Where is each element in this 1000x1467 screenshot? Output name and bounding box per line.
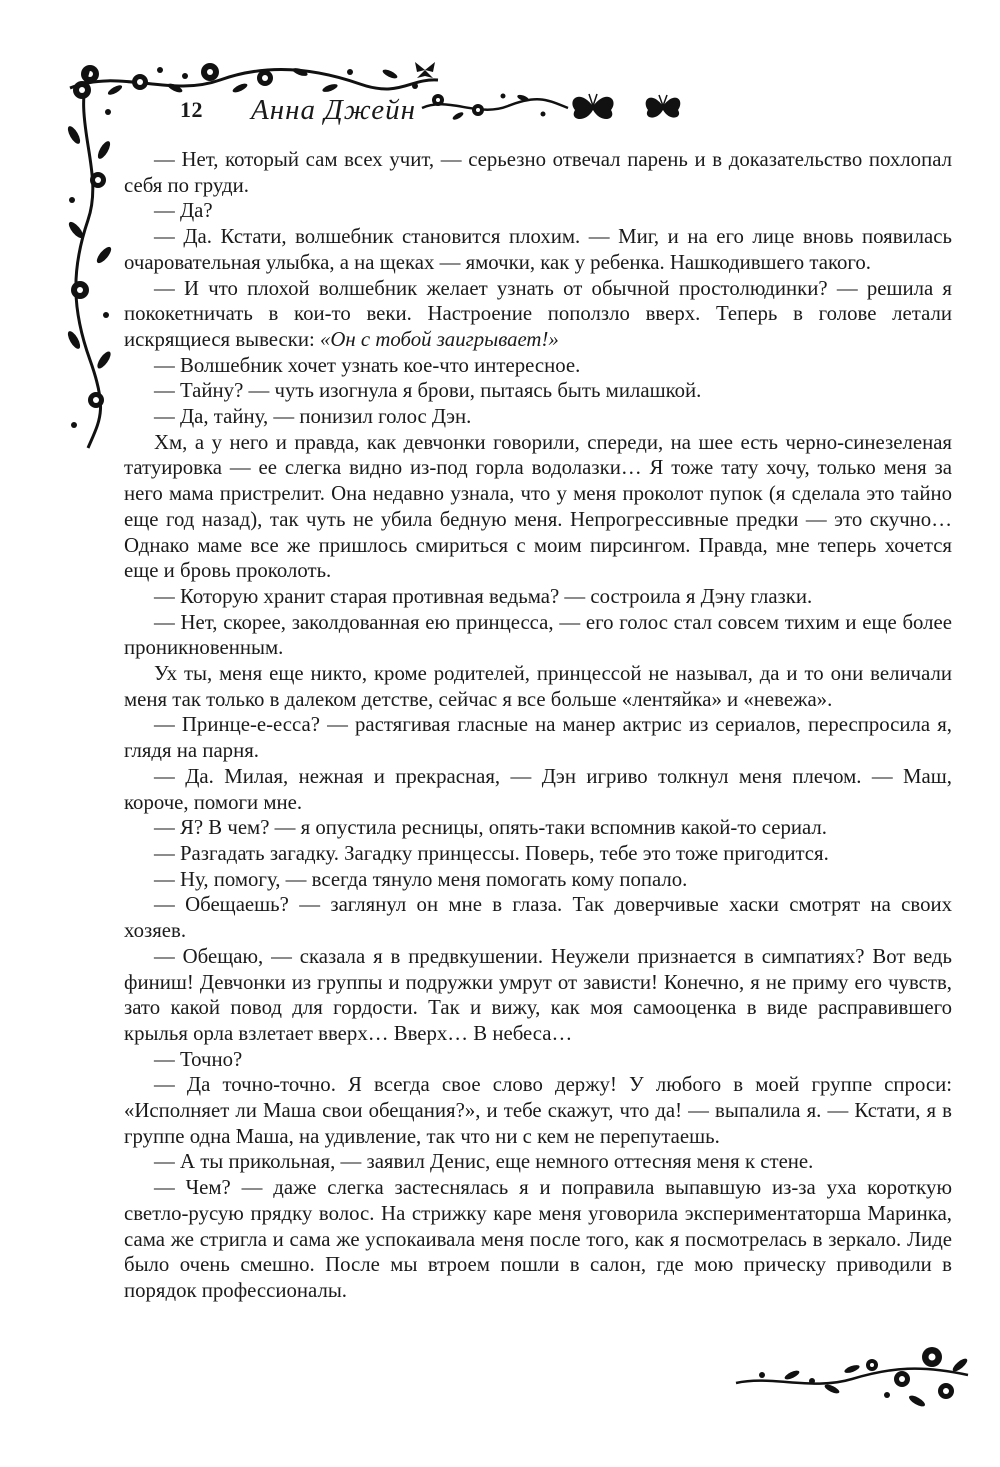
paragraph: — Да. Кстати, волшебник становится плохим. — Миг, и на его лице вновь появилась очаровательная улыбка, а на щеках — ямочки, как у ребенка. Нашкодившего такого. (124, 225, 952, 274)
paragraph: — Да. Милая, нежная и прекрасная, — Дэн игриво толкнул меня плечом. — Маш, короче, помоги мне. (124, 764, 952, 814)
paragraph: — Тайну? — чуть изогнула я брови, пытаясь быть милашкой. (154, 379, 702, 403)
paragraph: — Волшебник хочет узнать кое-что интересное. (154, 353, 581, 377)
paragraph: — Точно? (154, 1047, 243, 1071)
paragraph: — Я? В чем? — я опустила ресницы, опять-таки вспомнив какой-то сериал. (154, 816, 827, 840)
page-number: 12 (180, 97, 203, 122)
italic-quote: «Он с тобой заигрывает!» (320, 327, 559, 351)
paragraph (124, 276, 952, 353)
body-text (124, 147, 952, 1304)
paragraph: — Обещаешь? — заглянул он мне в глаза. Так доверчивые хаски смотрят на своих хозяев. (124, 893, 952, 943)
butterfly-icon (418, 82, 688, 132)
running-header-author: Анна Джейн (251, 93, 417, 126)
paragraph: — Которую хранит старая противная ведьма? — состроила я Дэну глазки. (154, 584, 813, 608)
running-header (180, 88, 416, 132)
paragraph: — Да? (154, 199, 213, 223)
paragraph: — Нет, скорее, заколдованная ею принцесса, — его голос стал совсем тихим и еще более проникновенным. (124, 610, 952, 660)
paragraph: — Разгадать загадку. Загадку принцессы. Поверь, тебе это тоже пригодится. (154, 841, 829, 865)
paragraph-text: — И что плохой волшебник желает узнать от обычной простолюдинки? — решила я пококетничать в кои-то веки. Настроение поползло вверх. Теперь в голове летали искрящиеся вывески: (124, 276, 952, 351)
paragraph: — Да, тайну, — понизил голос Дэн. (154, 405, 472, 429)
paragraph: — Ну, помогу, — всегда тянуло меня помогать кому попало. (154, 867, 688, 891)
paragraph: Хм, а у него и правда, как девчонки говорили, спереди, на шее есть черно-синезеленая татуировка — ее слегка видно из-под горла водолазки… Я тоже тату хочу, только меня за него мама пристрелит. Она недавно узнала, что у меня проколот пупок (я сделала это тайно еще год назад), так чуть не убила бедную меня. Непрогрессивные предки — это скучно… Однако маме все же пришлось смириться с моим пирсингом. Правда, мне теперь хочется еще и бровь проколоть. (124, 430, 952, 583)
floral-vine-corner-icon (732, 1335, 972, 1415)
paragraph: — Чем? — даже слегка застеснялась я и поправила выпавшую из-за уха короткую светло-русую прядку волос. На стрижку каре меня уговорила экспериментаторша Маринка, сама же стригла и сама же успокаивала меня после того, как я посмотрелась в зеркало. Лиде было очень смешно. После мы втроем пошли в салон, где мою прическу приводили в порядок профессионалы. (124, 1176, 952, 1302)
paragraph: — Обещаю, — сказала я в предвкушении. Неужели признается в симпатиях? Вот ведь финиш! Девчонки из группы и подружки умрут от зависти! Конечно, я не приму его чувств, зато какой повод для гордости. Так и вижу, как моя самооценка в виде расправившего крылья орла взлетает вверх… Вверх… В небеса… (124, 944, 952, 1045)
floral-vine-border-icon (60, 60, 120, 450)
paragraph: — Нет, который сам всех учит, — серьезно отвечал парень и в доказательство похлопал себя по груди. (124, 148, 952, 197)
paragraph: — Принце-е-есса? — растягивая гласные на манер актрис из сериалов, переспросила я, глядя на парня. (124, 713, 952, 763)
paragraph: — Да точно-точно. Я всегда свое слово держу! У любого в моей группе спроси: «Исполняет ли Маша свои обещания?», и тебе скажут, что да! — выпалила я. — Кстати, я в группе одна Маша, на удивление, так что ни с кем не перепутаешь. (124, 1073, 952, 1148)
paragraph: Ух ты, меня еще никто, кроме родителей, принцессой не называл, да и то они величали меня так только в далеком детстве, сейчас я все больше «лентяйка» и «невежа». (124, 662, 952, 711)
paragraph: — А ты прикольная, — заявил Денис, еще немного оттесняя меня к стене. (154, 1150, 814, 1174)
